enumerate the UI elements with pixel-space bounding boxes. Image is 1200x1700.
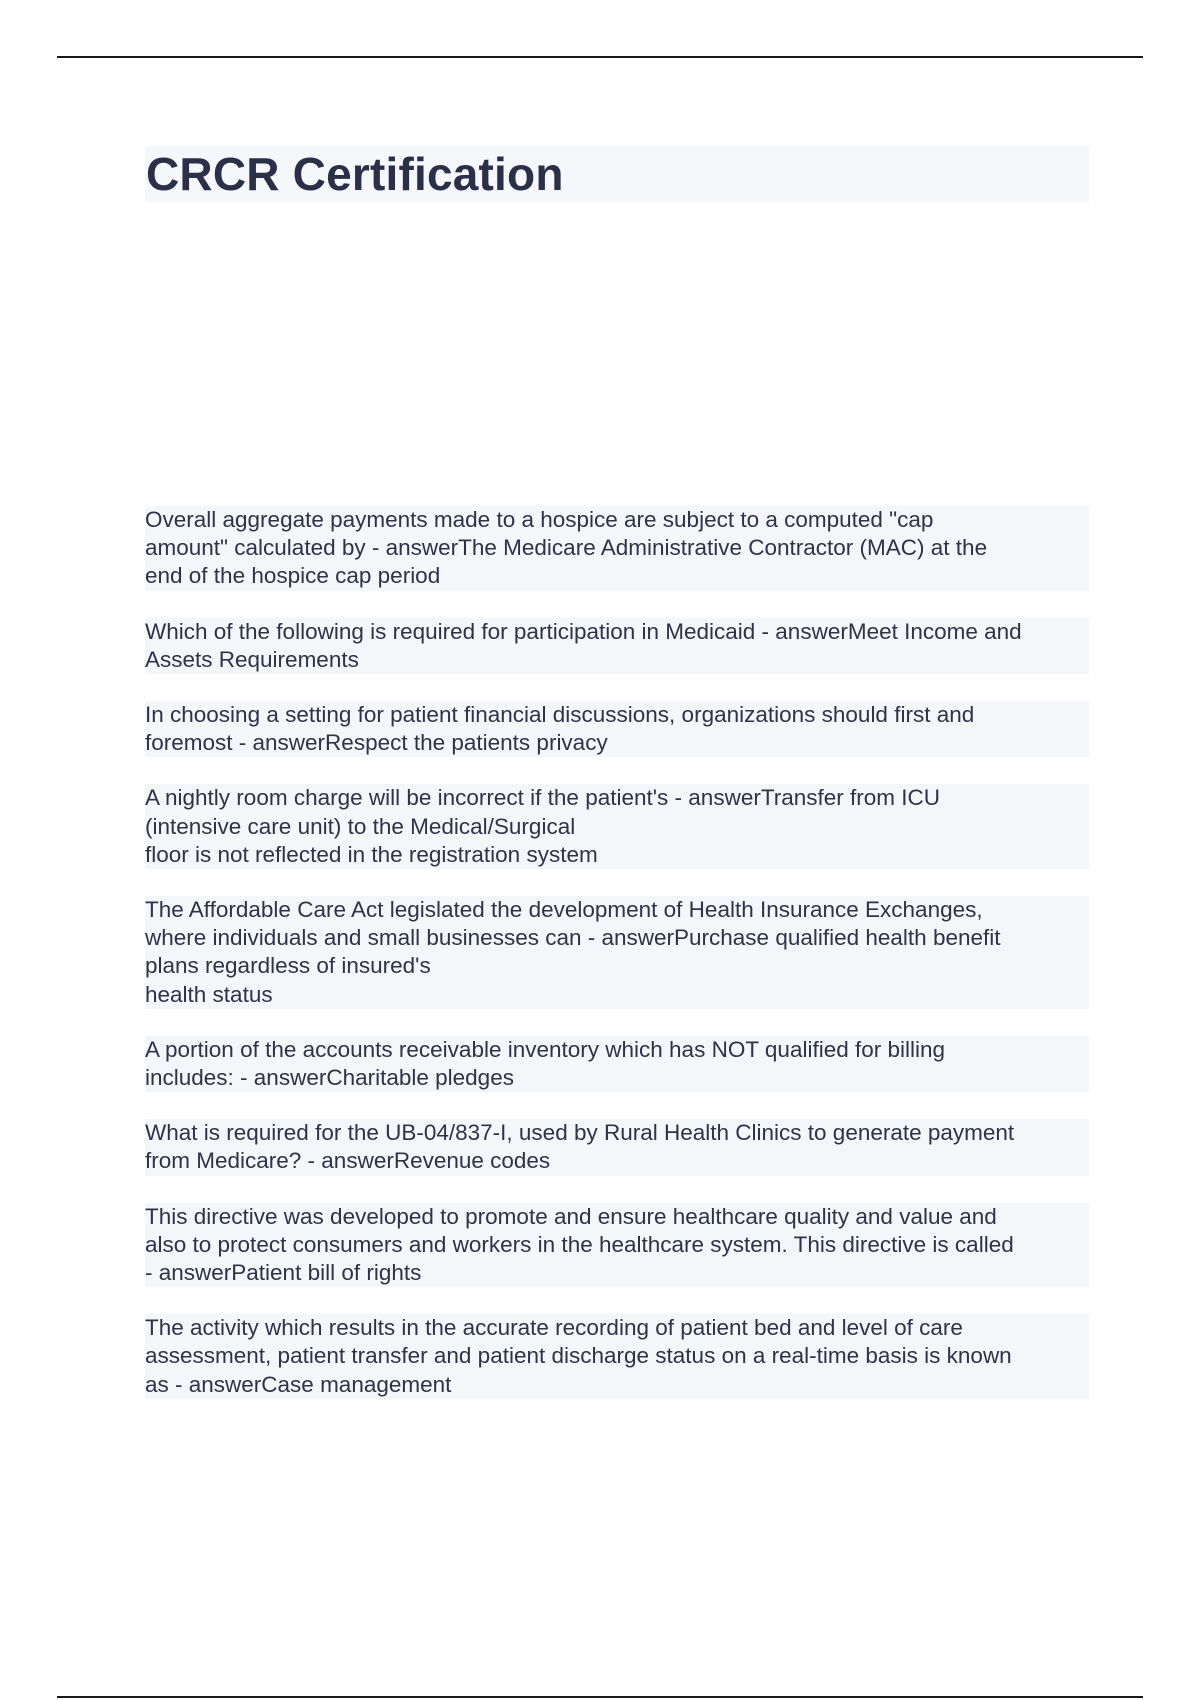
qa-line: The Affordable Care Act legislated the development of Health Insurance Exchanges, [145,896,1089,924]
qa-line: assessment, patient transfer and patient discharge status on a real-time basis is known [145,1342,1089,1370]
qa-line: foremost - answerRespect the patients privacy [145,729,1089,757]
qa-line: floor is not reflected in the registration system [145,841,1089,869]
qa-line: where individuals and small businesses can - answerPurchase qualified health benefit [145,924,1089,952]
qa-line: end of the hospice cap period [145,562,1089,590]
page-title: CRCR Certification [146,148,564,200]
qa-item [145,896,1089,1009]
qa-line: health status [145,981,1089,1009]
qa-line: What is required for the UB-04/837-I, used by Rural Health Clinics to generate payment [145,1119,1089,1147]
qa-line: Assets Requirements [145,646,1089,674]
qa-item [145,1314,1089,1399]
qa-line: (intensive care unit) to the Medical/Surgical [145,813,1089,841]
qa-item [145,784,1089,869]
qa-item [145,1203,1089,1288]
qa-item [145,506,1089,591]
qa-line: includes: - answerCharitable pledges [145,1064,1089,1092]
bottom-rule [57,1696,1143,1698]
qa-line: - answerPatient bill of rights [145,1259,1089,1287]
qa-list [145,506,1089,1426]
qa-line: A portion of the accounts receivable inventory which has NOT qualified for billing [145,1036,1089,1064]
qa-line: Overall aggregate payments made to a hospice are subject to a computed "cap [145,506,1089,534]
qa-item [145,1036,1089,1092]
qa-line: This directive was developed to promote and ensure healthcare quality and value and [145,1203,1089,1231]
qa-line: amount" calculated by - answerThe Medicare Administrative Contractor (MAC) at the [145,534,1089,562]
qa-item [145,1119,1089,1175]
qa-line: Which of the following is required for participation in Medicaid - answerMeet Income and [145,618,1089,646]
qa-line: A nightly room charge will be incorrect if the patient's - answerTransfer from ICU [145,784,1089,812]
top-rule [57,56,1143,58]
qa-line: The activity which results in the accurate recording of patient bed and level of care [145,1314,1089,1342]
qa-line: from Medicare? - answerRevenue codes [145,1147,1089,1175]
qa-line: also to protect consumers and workers in the healthcare system. This directive is called [145,1231,1089,1259]
qa-line: In choosing a setting for patient financial discussions, organizations should first and [145,701,1089,729]
qa-item [145,618,1089,674]
qa-line: as - answerCase management [145,1371,1089,1399]
qa-item [145,701,1089,757]
qa-line: plans regardless of insured's [145,952,1089,980]
